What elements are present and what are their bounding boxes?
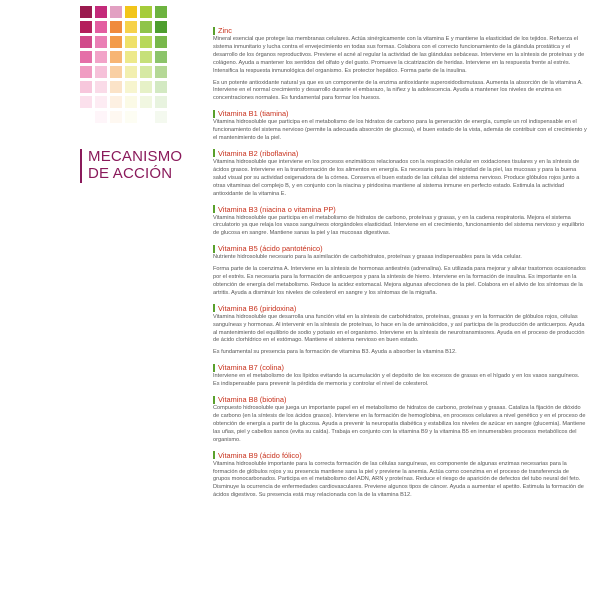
color-swatch [125,96,137,108]
section-paragraph: Es fundamental su presencia para la formación de vitamina B3. Ayuda a absorber la vitamina B12. [213,349,457,356]
color-swatch [95,96,107,108]
color-swatch [95,51,107,63]
section-heading [213,395,587,404]
color-swatch [125,36,137,48]
color-swatch [80,21,92,33]
section-heading [213,363,587,372]
section-paragraph: Mineral esencial que protege las membranas celulares. Actúa sinérgicamente con la vitamina E y mantiene la elasticidad de los tejidos. Refuerza el sistema inmunitario y lucha contra el envejecimiento en todas sus formas. Colabora con el correcto funcionamiento de la glándula prostática y el desarrollo de los órganos reproductivos. Previene el acné al regular la actividad de las glándulas sebáceas. Interviene en la síntesis de proteínas y de colágeno. Ayuda a mantener los sentidos del olfato y del gusto. Promueve la cicatrización de heridas. Interviene en la respuesta frente al estrés. Intensifica la respuesta inmunológica del organismo. Es protector hepático. Forma parte de la insulina. [213,36,585,74]
color-swatch [140,96,152,108]
heading-marker [213,451,215,459]
title-block [80,148,182,183]
page-title-line2: DE ACCIÓN [88,165,173,182]
color-swatch [80,111,92,123]
color-swatch-grid [80,6,167,123]
section-heading-text: Vitamina B9 (ácido fólico) [218,450,302,460]
color-swatch [125,66,137,78]
section-paragraph: Vitamina hidrosoluble que interviene en los procesos enzimáticos relacionados con la respiración celular en oxidaciones tisulares y en la síntesis de ácidos grasos. Interviene en la transformación de los alimentos en energía. Es necesaria para la integridad de la piel, las mucosas y para la buena salud visual por su actividad oxigenadora de la córnea. Conserva el buen estado de las células del sistema nervioso. Produce glóbulos rojos junto a otras vitaminas del complejo B, y en conjunto con la niacina y piridoxina mantiene al sistema inmune en perfecto estado. Estimula la actividad antioxidante de la vitamina E. [213,158,580,197]
color-swatch [110,111,122,123]
color-swatch [155,21,167,33]
section-paragraph: Interviene en el metabolismo de los lípidos evitando la acumulación y el depósito de los excesos de grasas en el hígado y en los vasos sanguíneos. Es indispensable para prevenir la pérdida de memoria y controlar el nivel de colesterol. [213,373,580,388]
color-swatch [155,66,167,78]
color-swatch [110,66,122,78]
color-swatch [155,81,167,93]
color-swatch [155,6,167,18]
section-heading-text: Vitamina B2 (riboflavina) [218,148,299,158]
color-swatch [140,111,152,123]
section-heading-text: Vitamina B5 (ácido pantoténico) [218,244,323,254]
section-paragraph: Forma parte de la coenzima A. Interviene en la síntesis de hormonas antiestrés (adrenalina). Es utilizada para mejorar y aliviar trastornos ocasionados por el estrés. Es necesaria para la formación de anticuerpos y para la síntesis de hierro. Interviene en la formación de insulina. Es importante en la obtención de energía del metabolismo. Reduce la acidez estomacal. Mejora algunas afecciones de la piel. Colabora en el alivio de los síntomas de la artritis. Ayuda a disminuir los niveles de colesterol en sangre y los síntomas de la migraña. [213,266,586,296]
section-heading [213,149,587,158]
color-swatch [125,111,137,123]
title-accent-bar [80,149,82,183]
heading-marker [213,27,215,35]
page-title-line1: MECANISMO [88,148,183,165]
section-heading [213,205,587,214]
color-swatch [95,66,107,78]
color-swatch [80,36,92,48]
color-swatch [80,51,92,63]
color-swatch [140,66,152,78]
color-swatch [110,51,122,63]
color-swatch [155,36,167,48]
heading-marker [213,245,215,253]
color-swatch [110,21,122,33]
section [213,149,587,199]
color-swatch [80,96,92,108]
color-swatch [80,6,92,18]
color-swatch [110,81,122,93]
section-paragraph: Nutriente hidrosoluble necesario para la asimilación de carbohidratos, proteínas y grasas indispensables para la vida celular. [213,254,522,261]
color-swatch [110,6,122,18]
color-swatch [80,66,92,78]
color-swatch [125,81,137,93]
section-heading-text: Vitamina B1 (tiamina) [218,109,289,119]
section-heading [213,244,587,253]
color-swatch [125,6,137,18]
section-heading-text: Vitamina B3 (niacina o vitamina PP) [218,204,336,214]
heading-marker [213,396,215,404]
section [213,26,587,103]
color-swatch [155,51,167,63]
section [213,451,587,501]
color-swatch [80,81,92,93]
section-heading-text: Vitamina B7 (colina) [218,363,284,373]
page-title [88,148,182,183]
color-swatch [95,36,107,48]
section-heading [213,304,587,313]
color-swatch [95,21,107,33]
heading-marker [213,364,215,372]
section-heading-text: Vitamina B6 (piridoxina) [218,303,297,313]
section-heading [213,109,587,118]
heading-marker [213,205,215,213]
color-swatch [140,36,152,48]
section [213,304,587,358]
color-swatch [95,6,107,18]
color-swatch [95,81,107,93]
section [213,109,587,143]
section-paragraph: Es un potente antioxidante natural ya que es un componente de la enzima antioxidante superoxidodismutasa. Aumenta la absorción de la vitamina A. Interviene en el normal crecimiento y desarrollo durante el embarazo, la niñez y la adolescencia. Ayuda a mantener los niveles de enzima en concentraciones normales. Es fundamental para formar los huesos. [213,79,583,102]
color-swatch [95,111,107,123]
color-swatch [125,51,137,63]
section-heading-text: Vitamina B8 (biotina) [218,395,287,405]
section-paragraph: Vitamina hidrosoluble que desarrolla una función vital en la síntesis de carbohidratos, proteínas, grasas y en la formación de glóbulos rojos, células sanguíneas y hormonas. Al intervenir en la síntesis de proteínas, lo hace en la de aminoácidos, y así participa de la producción de anticuerpos. Ayuda al mantenimiento del equilibrio de sodio y potasio en el organismo. Interviene en la síntesis de neurotransmisores. Ayuda en el proceso de producción de ácido clorhídrico en el estómago. Mantiene el sistema nervioso en buen estado. [213,313,585,344]
section-paragraph: Vitamina hidrosoluble importante para la correcta formación de las células sanguíneas, es componente de algunas enzimas necesarias para la formación de glóbulos rojos y su presencia mantiene sana la piel y previene la anemia. Actúa como coenzima en el proceso de transferencia de grupos monocarbonados. Participa en el metabolismo del ADN, ARN y proteínas. Reduce el riesgo de aparición de defectos del tubo neural del feto. Disminuye la ocurrencia de enfermedades cardiovasculares. Previene algunos tipos de cáncer. Ayuda a aumentar el apetito. Estimula la formación de ácidos digestivos. Su presencia está muy relacionada con la de la vitamina B12. [213,460,584,499]
color-swatch [140,21,152,33]
section-paragraph: Vitamina hidrosoluble que participa en el metabolismo de los hidratos de carbono para la generación de energía, cumple un rol indispensable en el funcionamiento del sistema nervioso (permite la adecuada absorción de glucosa), el buen estado de la vista, además de contribuir con el crecimiento y el mantenimiento de la piel. [213,119,587,142]
color-swatch [110,36,122,48]
section [213,244,587,298]
section-paragraph: Compuesto hidrosoluble que juega un importante papel en el metabolismo de hidratos de carbono, proteínas y grasas. Cataliza la fijación de dióxido de carbono (en la síntesis de los ácidos grasos). Interviene en la formación de hemoglobina, en procesos celulares a nivel genético y en el proceso de obtención de energía a partir de la glucosa. Ayuda a prevenir la neuropatía diabética y estabiliza los niveles de azúcar en sangre (glucemia). Mantiene las uñas, piel y cabellos sanos (evita su caída). Trabaja en conjunto con la vitamina B9 y la vitamina B5 en innumerables procesos metabólicos del organismo. [213,405,586,443]
heading-marker [213,110,215,118]
color-swatch [140,81,152,93]
color-swatch [125,21,137,33]
section-paragraph: Vitamina hidrosoluble que participa en el metabolismo de hidratos de carbono, proteínas y grasas, y en la cadena respiratoria. Mejora el sistema circulatorio ya que relaja los vasos sanguíneos otorgándoles elasticidad. Interviene en el crecimiento, funcionamiento del sistema nervioso y equilibrio de glucosa en sangre. Mantiene sanas la piel y las mucosas digestivas. [213,214,585,237]
heading-marker [213,149,215,157]
heading-marker [213,304,215,312]
color-swatch [140,51,152,63]
color-swatch [155,96,167,108]
section-heading [213,26,587,35]
color-swatch [110,96,122,108]
color-swatch [155,111,167,123]
section-heading-text: Zinc [218,26,232,35]
section [213,205,587,239]
section [213,395,587,445]
content-column [213,26,587,506]
color-swatch [140,6,152,18]
section [213,363,587,389]
section-heading [213,451,587,460]
